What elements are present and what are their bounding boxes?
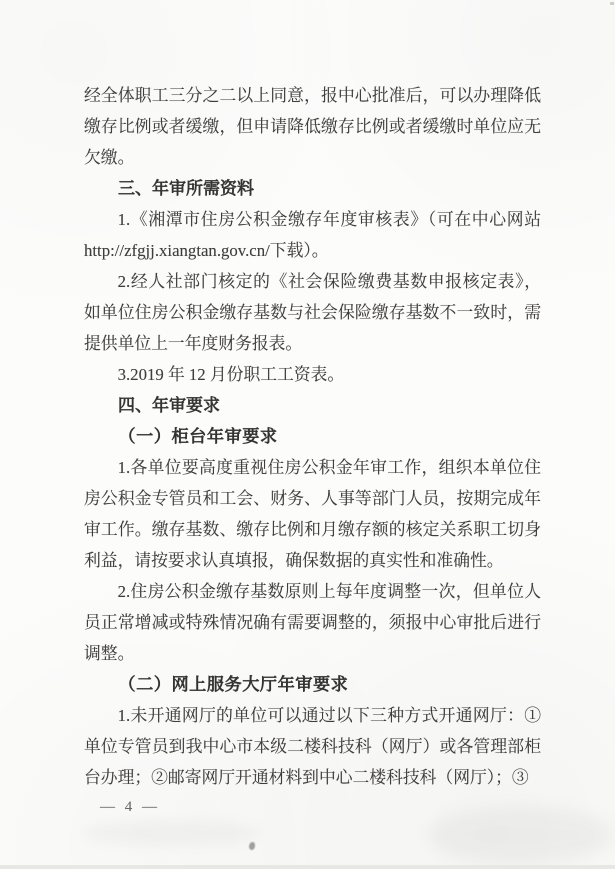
body-paragraph: 1.未开通网厅的单位可以通过以下三种方式开通网厅：①单位专管员到我中心市本级二楼科技科（网厅）或各管理部柜台办理；②邮寄网厅开通材料到中心二楼科技科（网厅）；③ xyxy=(84,706,541,787)
body-paragraph: 2.住房公积金缴存基数原则上每年度调整一次，但单位人员正常增减或特殊情况确有需要调整的，须报中心审批后进行调整。 xyxy=(84,582,541,663)
scan-speck xyxy=(249,842,255,850)
document-content xyxy=(84,80,541,793)
scan-speck xyxy=(610,2,614,5)
section-heading-3: 三、年审所需资料 xyxy=(118,179,254,198)
list-item-3: 3.2019 年 12 月份职工工资表。 xyxy=(117,365,345,384)
list-item-2: 2.经人社部门核定的《社会保险缴费基数申报核定表》，如单位住房公积金缴存基数与社会保险缴存基数不一致时，需提供单位上一年度财务报表。 xyxy=(84,272,541,353)
subheading-online-hall-review: （二）网上服务大厅年审要求 xyxy=(118,675,349,694)
body-paragraph: 1.各单位要高度重视住房公积金年审工作，组织本单位住房公积金专管员和工会、财务、人事等部门人员，按期完成年审工作。缴存基数、缴存比例和月缴存额的核定关系职工切身利益，请按要求认真填报，确保数据的真实性和准确性。 xyxy=(84,458,541,570)
scan-smudge xyxy=(428,806,614,864)
body-paragraph: 经全体职工三分之二以上同意，报中心批准后，可以办理降低缴存比例或者缓缴，但申请降低缴存比例或者缓缴时单位应无欠缴。 xyxy=(84,86,541,167)
section-heading-4: 四、年审要求 xyxy=(118,396,220,415)
subheading-counter-review: （一）柜台年审要求 xyxy=(118,427,278,446)
list-item-1: 1.《湘潭市住房公积金缴存年度审核表》（可在中心网站http://zfgjj.xiangtan.gov.cn/下载）。 xyxy=(84,210,541,260)
page-number: — 4 — xyxy=(100,799,160,815)
scan-edge-shadow xyxy=(0,865,615,869)
scan-smudge xyxy=(82,820,262,846)
